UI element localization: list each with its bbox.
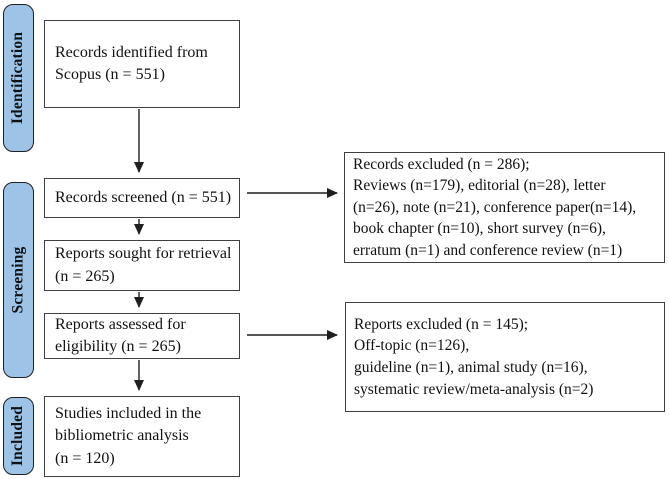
exclusion-box-line: erratum (n=1) and conference review (n=1) (353, 241, 623, 259)
stage-label-identification-text: Identification (9, 31, 27, 125)
stage-label-screening (3, 182, 34, 378)
stage-label-identification (3, 4, 34, 152)
stage-label-screening-text: Screening (9, 246, 27, 314)
exclusion-box-line: Records excluded (n = 286); (353, 155, 530, 173)
flow-box-line: (n = 265) (55, 267, 115, 285)
flow-box-line: Records identified from (55, 43, 208, 61)
stage-label-included (3, 397, 34, 475)
flow-box-line: eligibility (n = 265) (55, 338, 181, 355)
exclusion-box-line: Reports excluded (n = 145); (354, 315, 529, 333)
flow-box-line: Studies included in the (55, 405, 202, 423)
exclusion-box-line: Off-topic (n=126), (354, 337, 470, 355)
flow-box-reports-sought (44, 240, 240, 291)
flow-box-line: Reports assessed for (55, 315, 186, 333)
exclusion-box-line: book chapter (n=10), short survey (n=6), (353, 220, 606, 238)
flow-box-line: Reports sought for retrieval (55, 245, 232, 263)
flow-box-line: bibliometric analysis (55, 427, 189, 445)
stage-label-included-text: Included (9, 405, 27, 467)
flow-box-reports-assessed (44, 313, 240, 359)
flow-box-line: (n = 120) (55, 449, 115, 467)
flow-box-records-screened (44, 178, 240, 218)
flow-box-line: Scopus (n = 551) (55, 66, 165, 83)
exclusion-box-line: systematic review/meta-analysis (n=2) (354, 380, 594, 398)
exclusion-box-reports-excluded (345, 302, 665, 412)
flow-box-studies-included (44, 396, 240, 477)
exclusion-box-line: Reviews (n=179), editorial (n=28), letter (353, 177, 606, 195)
exclusion-box-line: (n=26), note (n=21), conference paper(n=14), (353, 198, 637, 216)
exclusion-box-records-excluded (344, 152, 665, 263)
flow-box-records-identified (44, 20, 240, 108)
flow-box-line: Records screened (n = 551) (55, 188, 232, 206)
exclusion-box-line: guideline (n=1), animal study (n=16), (354, 359, 588, 376)
